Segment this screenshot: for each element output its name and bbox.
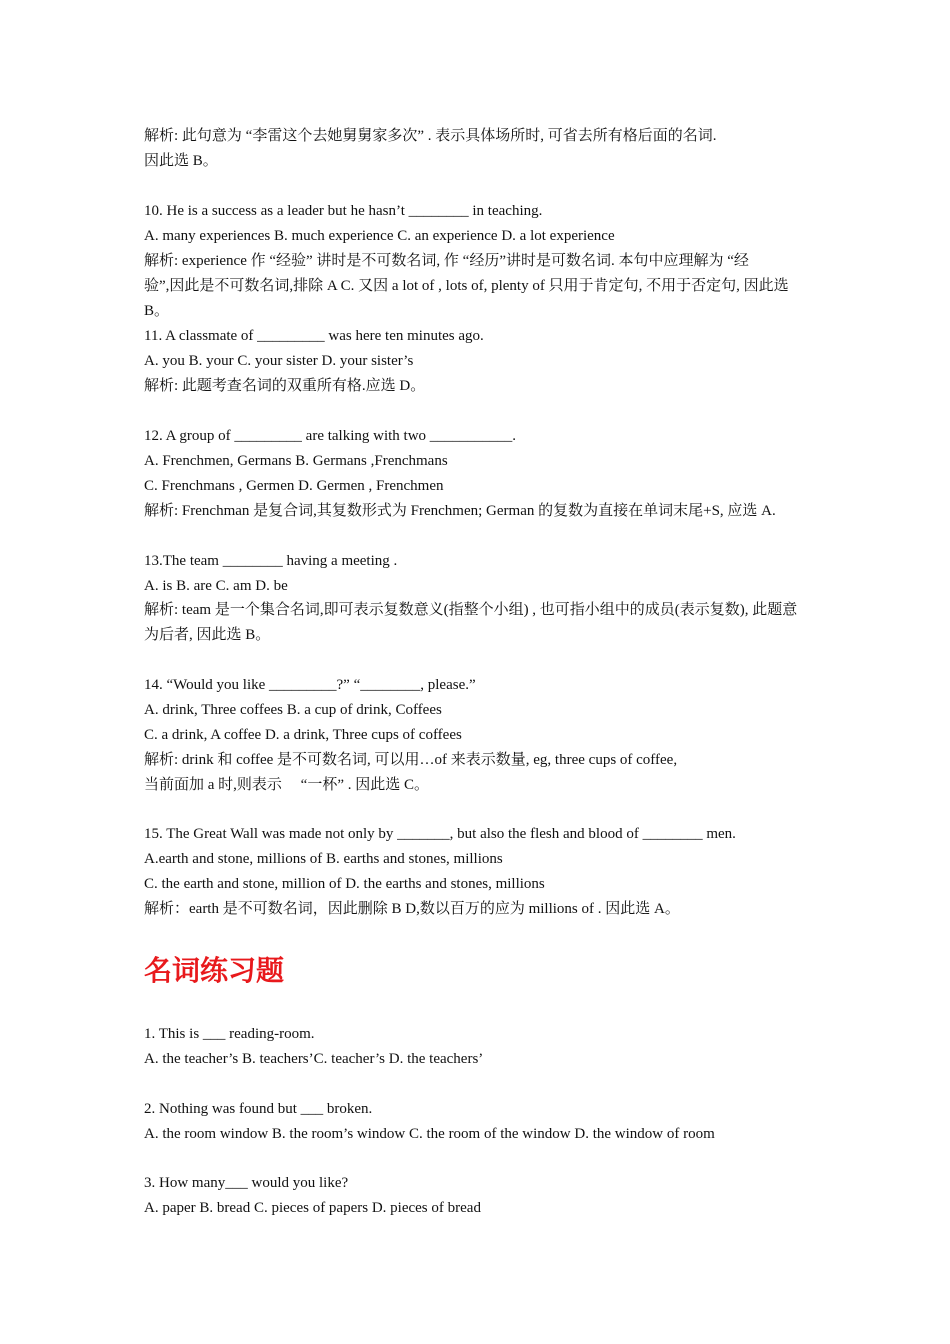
q12-explanation: 解析: Frenchman 是复合词,其复数形式为 Frenchmen; German 的复数为直接在单词末尾+S, 应选 A. xyxy=(144,503,776,519)
q12-stem: 12. A group of _________ are talking with two ___________. xyxy=(144,428,517,444)
q12-options-line-2: C. Frenchmans , Germen D. Germen , Frenchmen xyxy=(144,478,444,494)
q13-stem: 13.The team ________ having a meeting . xyxy=(144,553,398,569)
q14-stem: 14. “Would you like _________?” “________, please.” xyxy=(144,677,476,693)
q11-stem: 11. A classmate of _________ was here ten minutes ago. xyxy=(144,328,484,344)
q12-options-line-1: A. Frenchmen, Germans B. Germans ,Frenchmans xyxy=(144,453,448,469)
q10-explanation-line-1: 解析: experience 作 “经验” 讲时是不可数名词, 作 “经历”讲时是可数名词. 本句中应理解为 “经 xyxy=(144,253,749,269)
q10-explanation-line-3: B。 xyxy=(144,303,170,319)
exercise-2-stem: 2. Nothing was found but ___ broken. xyxy=(144,1101,373,1117)
q9-explanation-line-1: 解析: 此句意为 “李雷这个去她舅舅家多次” . 表示具体场所时, 可省去所有格后面的名词. xyxy=(144,128,717,144)
q13-explanation-line-2: 为后者, 因此选 B。 xyxy=(144,627,271,643)
q11-options: A. you B. your C. your sister D. your sister’s xyxy=(144,353,414,369)
q14-options-line-1: A. drink, Three coffees B. a cup of drink, Coffees xyxy=(144,702,442,718)
q13-explanation-line-1: 解析: team 是一个集合名词,即可表示复数意义(指整个小组) , 也可指小组中的成员(表示复数), 此题意 xyxy=(144,602,798,618)
q14-explanation-line-1: 解析: drink 和 coffee 是不可数名词, 可以用…of 来表示数量, eg, three cups of coffee, xyxy=(144,752,678,768)
q14-options-line-2: C. a drink, A coffee D. a drink, Three cups of coffees xyxy=(144,727,462,743)
q10-stem: 10. He is a success as a leader but he hasn’t ________ in teaching. xyxy=(144,203,543,219)
exercise-2-options: A. the room window B. the room’s window C. the room of the window D. the window of room xyxy=(144,1126,715,1142)
exercise-1-options: A. the teacher’s B. teachers’C. teacher’s D. the teachers’ xyxy=(144,1051,484,1067)
q13-options: A. is B. are C. am D. be xyxy=(144,578,288,594)
q15-explanation: 解析：earth 是不可数名词，因此删除 B D,数以百万的应为 millions of . 因此选 A。 xyxy=(144,901,680,917)
exercise-3-options: A. paper B. bread C. pieces of papers D. pieces of bread xyxy=(144,1200,481,1216)
q10-options: A. many experiences B. much experience C. an experience D. a lot experience xyxy=(144,228,615,244)
q11-explanation: 解析: 此题考查名词的双重所有格.应选 D。 xyxy=(144,378,426,394)
exercise-3-stem: 3. How many___ would you like? xyxy=(144,1175,349,1191)
q15-options-line-1: A.earth and stone, millions of B. earths and stones, millions xyxy=(144,851,503,867)
q15-options-line-2: C. the earth and stone, million of D. the earths and stones, millions xyxy=(144,876,545,892)
section-heading: 名词练习题 xyxy=(144,954,285,987)
q14-explanation-line-2: 当前面加 a 时,则表示 “一杯” . 因此选 C。 xyxy=(144,777,429,793)
q15-stem: 15. The Great Wall was made not only by _______, but also the flesh and blood of ________ men. xyxy=(144,826,736,842)
q9-explanation-line-2: 因此选 B。 xyxy=(144,153,218,169)
q10-explanation-line-2: 验”,因此是不可数名词,排除 A C. 又因 a lot of , lots of, plenty of 只用于肯定句, 不用于否定句, 因此选 xyxy=(144,278,789,294)
exercise-1-stem: 1. This is ___ reading-room. xyxy=(144,1026,315,1042)
